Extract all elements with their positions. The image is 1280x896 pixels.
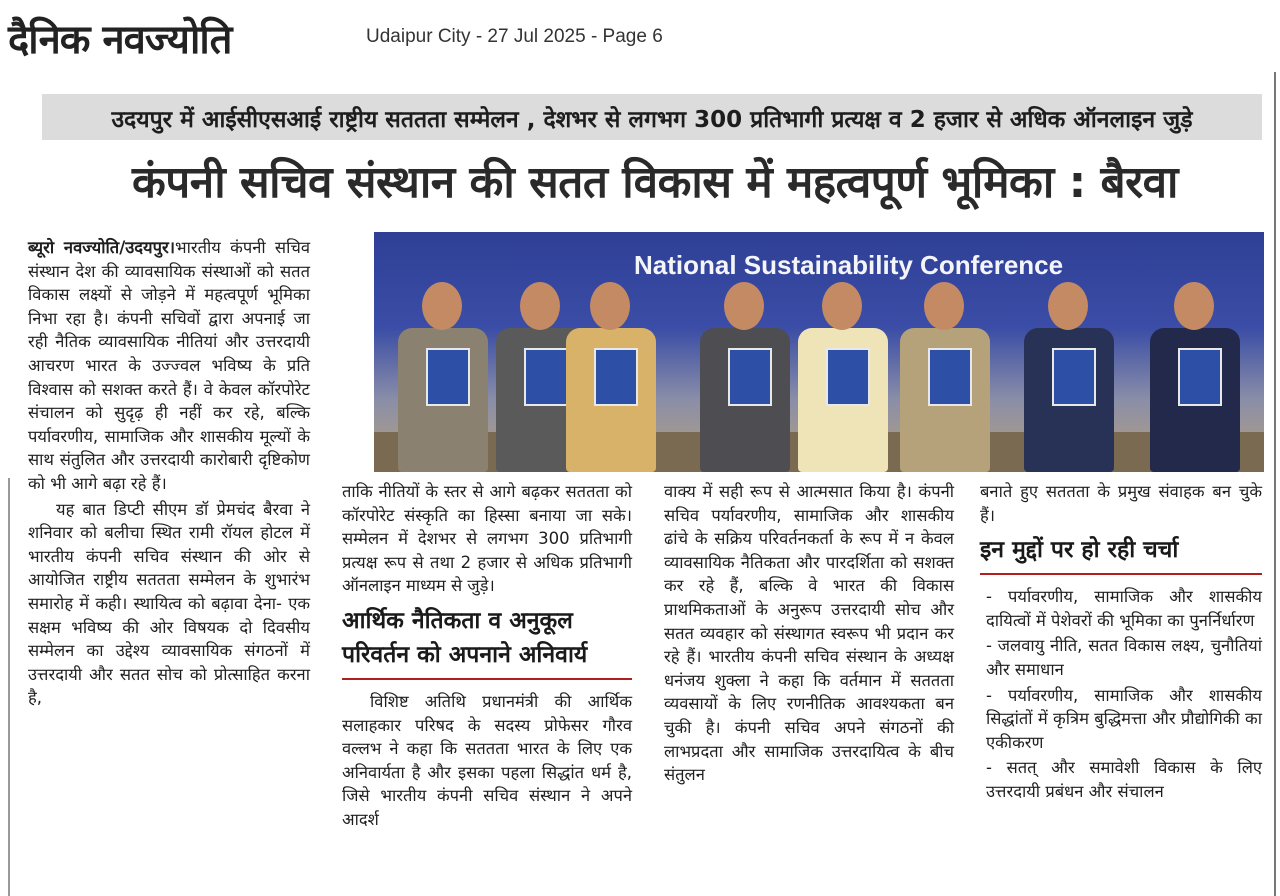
article-column-4 bbox=[980, 480, 1262, 806]
report-booklet bbox=[1178, 348, 1222, 406]
person-head bbox=[520, 282, 560, 330]
article-paragraph: वाक्य में सही रूप से आत्मसात किया है। कंपनी सचिव पर्यावरणीय, सामाजिक और शासकीय ढांचे के सक्रिय परिवर्तनकर्ता के रूप में न केवल व्यावसायिक नैतिकता और पारदर्शिता को सशक्त कर रहे हैं, बल्कि वे भारत की विकास प्राथमिकताओं के अनुरूप उत्तरदायी सोच और सतत व्यवहार को संस्थागत स्वरूप भी प्रदान कर रहे हैं। भारतीय कंपनी सचिव संस्थान के अध्यक्ष धनंजय शुक्ला ने कहा कि वर्तमान में सततता व्यवसायों के लिए रणनीतिक आवश्यकता बन चुकी है। कंपनी सचिव अपने संगठनों की लाभप्रदता और सामाजिक उत्तरदायित्व के बीच संतुलन bbox=[664, 482, 954, 785]
photo-person bbox=[556, 252, 666, 472]
kicker-bar bbox=[42, 94, 1262, 140]
article-column-2 bbox=[342, 480, 632, 834]
kicker-text: उदयपुर में आईसीएसआई राष्ट्रीय सततता सम्मेलन , देशभर से लगभग 300 प्रतिभागी प्रत्यक्ष व 2 हजार से अधिक ऑनलाइन जुड़े bbox=[111, 107, 1193, 133]
side-edge-divider bbox=[8, 478, 10, 896]
article-column-3 bbox=[664, 480, 954, 789]
person-head bbox=[924, 282, 964, 330]
photo-person bbox=[788, 252, 898, 472]
article-paragraph: विशिष्ट अतिथि प्रधानमंत्री की आर्थिक सलाहकार परिषद के सदस्य प्रोफेसर गौरव वल्लभ ने कहा कि सततता भारत के लिए एक अनिवार्यता है और इसका पहला सिद्धांत धर्म है, जिसे भारतीय कंपनी सचिव संस्थान ने अपने आदर्श bbox=[342, 691, 632, 829]
photo-person bbox=[388, 252, 498, 472]
headline: कंपनी सचिव संस्थान की सतत विकास में महत्वपूर्ण भूमिका : बैरवा bbox=[132, 157, 1178, 208]
report-booklet bbox=[928, 348, 972, 406]
subheading-rule bbox=[342, 678, 632, 680]
article-column-1 bbox=[28, 236, 310, 712]
article-paragraph: ताकि नीतियों के स्तर से आगे बढ़कर सततता को कॉरपोरेट संस्कृति का हिस्सा बनाया जा सके। सम्मेलन में देशभर से लगभग 300 प्रतिभागी प्रत्यक्ष रूप से तथा 2 हजार से अधिक प्रतिभागी ऑनलाइन माध्यम से जुड़े। bbox=[342, 482, 632, 596]
photo-person bbox=[690, 252, 800, 472]
report-booklet bbox=[1052, 348, 1096, 406]
person-head bbox=[590, 282, 630, 330]
bullet-item: - सतत् और समावेशी विकास के लिए उत्तरदायी प्रबंधन और संचालन bbox=[986, 758, 1262, 801]
subheading-discussion-topics: इन मुद्दों पर हो रही चर्चा bbox=[980, 537, 1179, 564]
article-paragraph-text: भारतीय कंपनी सचिव संस्थान देश की व्यावसायिक संस्थाओं को सतत विकास लक्ष्यों से जोड़ने में महत्वपूर्ण भूमिका निभा रहा है। कंपनी सचिवों द्वारा अपनाई जा रही नैतिक व्यावसायिक नीतियां और उत्तरदायी आचरण भारत के उज्ज्वल भविष्य के प्रति विश्वास को सशक्त करते हैं। वे केवल कॉरपोरेट संचालन को सुदृढ़ ही नहीं कर रहे, बल्कि पर्यावरणीय, सामाजिक और शासकीय मूल्यों के साथ संतुलित और उत्तरदायी कारोबारी दृष्टिकोण को भी आगे बढ़ा रहे हैं। bbox=[28, 238, 310, 493]
newspaper-logo: दैनिक नवज्योति bbox=[8, 17, 232, 63]
person-head bbox=[724, 282, 764, 330]
news-photo bbox=[374, 232, 1264, 472]
article-paragraph bbox=[28, 236, 310, 496]
person-head bbox=[422, 282, 462, 330]
masthead bbox=[0, 0, 1280, 84]
bullet-item: - पर्यावरणीय, सामाजिक और शासकीय सिद्धांतों में कृत्रिम बुद्धिमत्ता और प्रौद्योगिकी का एकीकरण bbox=[986, 685, 1262, 752]
subheading-rule bbox=[980, 573, 1262, 575]
page-edge-divider bbox=[1274, 72, 1276, 896]
article-paragraph: बनाते हुए सततता के प्रमुख संवाहक बन चुके हैं। bbox=[980, 482, 1262, 525]
photo-banner-text: National Sustainability Conference bbox=[634, 250, 1064, 280]
person-head bbox=[1174, 282, 1214, 330]
report-booklet bbox=[594, 348, 638, 406]
photo-person bbox=[1140, 252, 1250, 472]
bullet-item: - पर्यावरणीय, सामाजिक और शासकीय दायित्वों में पेशेवरों की भूमिका का पुनर्निर्धारण bbox=[986, 587, 1262, 630]
photo-person bbox=[890, 252, 1000, 472]
report-booklet bbox=[826, 348, 870, 406]
photo-person bbox=[1014, 252, 1124, 472]
report-booklet bbox=[728, 348, 772, 406]
subheading-economic-ethics: आर्थिक नैतिकता व अनुकूल परिवर्तन को अपनाने अनिवार्य bbox=[342, 607, 588, 668]
report-booklet bbox=[426, 348, 470, 406]
bullet-item: - जलवायु नीति, सतत विकास लक्ष्य, चुनौतियां और समाधान bbox=[986, 636, 1262, 679]
page-info: Udaipur City - 27 Jul 2025 - Page 6 bbox=[366, 26, 663, 47]
byline: ब्यूरो नवज्योति/उदयपुर। bbox=[28, 238, 175, 257]
article-paragraph: यह बात डिप्टी सीएम डॉ प्रेमचंद बैरवा ने शनिवार को बलीचा स्थित रामी रॉयल होटल में भारतीय कंपनी सचिव संस्थान की ओर से आयोजित राष्ट्रीय सततता सम्मेलन के शुभारंभ समारोह में कही। स्थायित्व को बढ़ावा देना- एक सक्षम भविष्य की ओर विषयक दो दिवसीय सम्मेलन का उद्देश्य व्यावसायिक संगठनों में उत्तरदायी और सतत सोच को प्रोत्साहित करना है, bbox=[28, 499, 310, 708]
person-head bbox=[1048, 282, 1088, 330]
person-head bbox=[822, 282, 862, 330]
